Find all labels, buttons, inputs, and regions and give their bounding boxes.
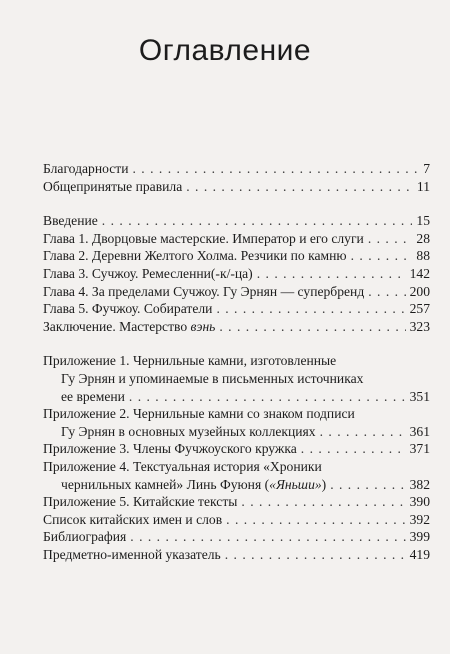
- dot-leader: [219, 318, 405, 336]
- toc-entry-title-line: Приложение 1. Чернильные камни, изготовленные: [43, 353, 337, 369]
- toc-entry-title-line: Приложение 2. Чернильные камни со знаком подписи: [43, 406, 355, 422]
- toc-entry-title-italic: «Яньши»: [269, 476, 322, 492]
- dot-leader: [216, 300, 405, 318]
- dot-leader: [330, 476, 405, 494]
- toc-entry-title-text: Заключение. Мастерство: [43, 318, 191, 334]
- toc-entry-page: 28: [416, 230, 430, 246]
- toc-entry-title-line: ее времени: [61, 388, 125, 404]
- toc-entry-page: 351: [409, 388, 430, 404]
- toc-entry-title-line: Гу Эрнян и упоминаемые в письменных источниках: [61, 370, 364, 386]
- toc-entry-title-line: [61, 476, 326, 494]
- toc-entry-page: 257: [409, 301, 430, 317]
- dot-leader: [129, 388, 406, 406]
- toc-entry-title-text: ): [321, 476, 327, 492]
- toc-entry-page: 11: [416, 178, 430, 194]
- dot-leader: [320, 423, 406, 441]
- section-gap: [43, 195, 430, 212]
- toc-entry-title-italic: вэнь: [190, 318, 216, 334]
- toc-entry-page: 382: [409, 476, 430, 492]
- toc-entry-page: 15: [416, 213, 430, 229]
- toc-entry-title: Приложение 3. Члены Фучжоуского кружка: [43, 441, 297, 457]
- toc-entry-chapter-1[interactable]: [43, 230, 430, 248]
- toc-entry-appendix-1[interactable]: [43, 352, 430, 405]
- toc-entry-page: 200: [409, 283, 430, 299]
- toc-entry-title: [43, 318, 215, 336]
- toc-entry-page: 371: [409, 441, 430, 457]
- toc-entry-page: 323: [409, 318, 430, 334]
- dot-leader: [102, 212, 413, 230]
- dot-leader: [368, 283, 405, 301]
- toc-entry-acknowledgements[interactable]: [43, 160, 430, 178]
- toc-entry-introduction[interactable]: [43, 212, 430, 230]
- toc-entry-index[interactable]: [43, 546, 430, 564]
- toc-entry-chapter-5[interactable]: [43, 300, 430, 318]
- toc-entry-title-line: Приложение 4. Текстуальная история «Хроники: [43, 458, 322, 474]
- toc-entry-title: Глава 1. Дворцовые мастерские. Император и его слуги: [43, 230, 364, 246]
- dot-leader: [225, 546, 406, 564]
- dot-leader: [351, 247, 413, 265]
- toc-entry-chapter-4[interactable]: [43, 283, 430, 301]
- toc-entry-appendix-2[interactable]: [43, 405, 430, 440]
- toc-entry-title: Введение: [43, 213, 98, 229]
- dot-leader: [186, 178, 413, 196]
- toc-entry-title: Предметно-именной указатель: [43, 546, 221, 562]
- toc-entry-chapter-3[interactable]: [43, 265, 430, 283]
- toc-entry-title-line: Гу Эрнян в основных музейных коллекциях: [61, 423, 316, 439]
- toc-entry-page: 361: [409, 423, 430, 439]
- toc-entry-title: Глава 2. Деревни Желтого Холма. Резчики по камню: [43, 248, 347, 264]
- toc-entry-title: Глава 3. Сучжоу. Ремесленни(-к/-ца): [43, 265, 253, 281]
- table-of-contents: [43, 160, 430, 563]
- toc-entry-conclusion[interactable]: [43, 318, 430, 336]
- toc-entry-title: Глава 4. За пределами Сучжоу. Гу Эрнян — супербренд: [43, 283, 365, 299]
- toc-entry-chinese-names[interactable]: [43, 511, 430, 529]
- toc-entry-title: Глава 5. Фучжоу. Собиратели: [43, 301, 213, 317]
- toc-entry-bibliography[interactable]: [43, 528, 430, 546]
- toc-entry-title: Общепринятые правила: [43, 178, 183, 194]
- toc-entry-page: 142: [409, 265, 430, 281]
- toc-entry-page: 392: [409, 511, 430, 527]
- toc-entry-title-text: чернильных камней» Линь Фуюня (: [61, 476, 270, 492]
- dot-leader: [368, 230, 413, 248]
- toc-entry-title: Благодарности: [43, 161, 129, 176]
- section-gap: [43, 335, 430, 352]
- dot-leader: [241, 493, 405, 511]
- toc-entry-title: Библиография: [43, 529, 127, 545]
- toc-entry-chapter-2[interactable]: [43, 247, 430, 265]
- dot-leader: [133, 160, 420, 178]
- toc-entry-page: 399: [409, 529, 430, 545]
- dot-leader: [301, 440, 406, 458]
- toc-entry-conventions[interactable]: [43, 178, 430, 196]
- page-title: Оглавление: [138, 34, 312, 67]
- toc-entry-title: Приложение 5. Китайские тексты: [43, 494, 238, 510]
- toc-entry-page: 7: [423, 161, 430, 176]
- toc-entry-page: 390: [409, 494, 430, 510]
- toc-entry-page: 419: [409, 546, 430, 562]
- toc-entry-title: Список китайских имен и слов: [43, 511, 223, 527]
- toc-entry-appendix-5[interactable]: [43, 493, 430, 511]
- toc-entry-appendix-4[interactable]: [43, 458, 430, 493]
- toc-entry-appendix-3[interactable]: [43, 440, 430, 458]
- dot-leader: [130, 528, 405, 546]
- dot-leader: [226, 511, 405, 529]
- toc-entry-page: 88: [416, 248, 430, 264]
- dot-leader: [257, 265, 406, 283]
